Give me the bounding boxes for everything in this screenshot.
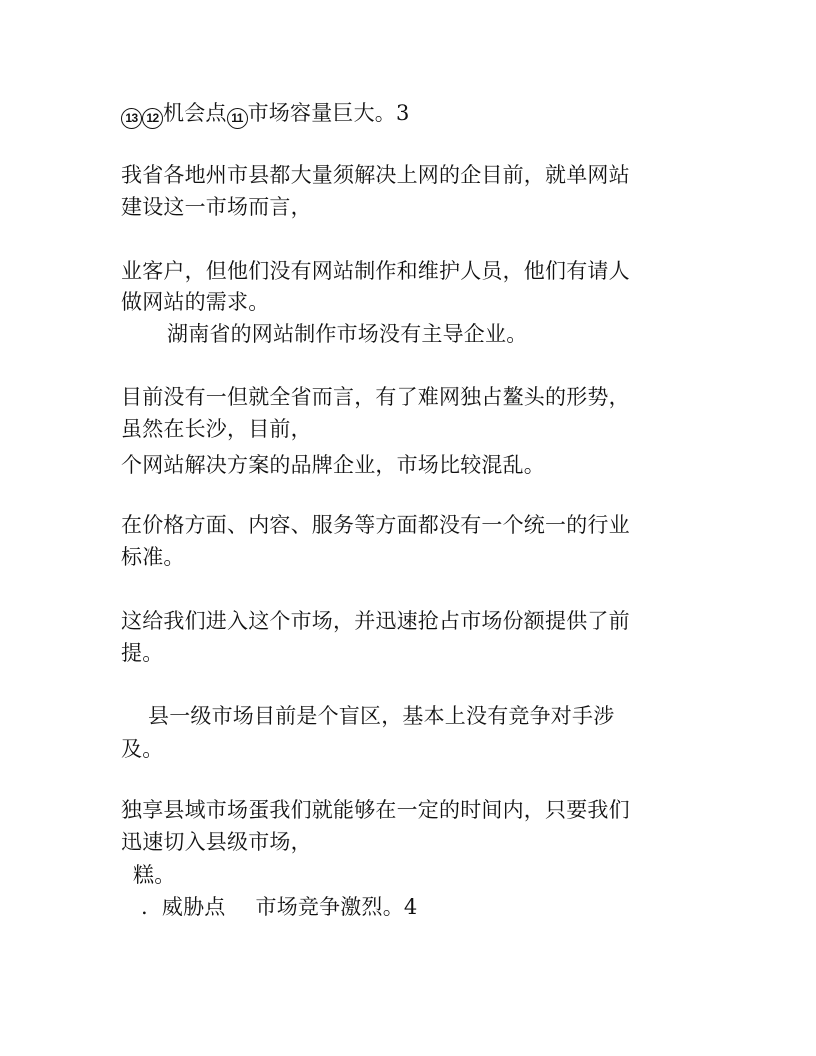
paragraph-line: 目前没有一但就全省而言，有了难网独占鳌头的形势， bbox=[121, 385, 630, 409]
paragraph-line: 县一级市场目前是个盲区，基本上没有竞争对手涉 bbox=[148, 704, 615, 728]
circled-number-11: 11 bbox=[227, 108, 248, 129]
paragraph-line: 在价格方面、内容、服务等方面都没有一个统一的行业 bbox=[121, 513, 630, 537]
paragraph-line: 个网站解决方案的品牌企业，市场比较混乱。 bbox=[121, 453, 545, 477]
paragraph-line: 建设这一市场而言， bbox=[121, 195, 312, 219]
paragraph-line: 糕。 bbox=[133, 863, 176, 887]
threat-bullet: . bbox=[141, 895, 148, 919]
threat-text: 市场竞争激烈。4 bbox=[255, 895, 418, 919]
opportunity-text: 市场容量巨大。3 bbox=[247, 101, 410, 125]
opportunity-heading bbox=[121, 99, 711, 129]
paragraph-line: 虽然在长沙，目前， bbox=[121, 417, 312, 441]
paragraph-line: 标准。 bbox=[121, 545, 185, 569]
paragraph-line: 业客户，但他们没有网站制作和维护人员，他们有请人 bbox=[121, 259, 630, 283]
paragraph-line: 及。 bbox=[121, 737, 164, 761]
paragraph-line: 迅速切入县级市场， bbox=[121, 830, 312, 854]
circled-number-12: 12 bbox=[142, 108, 163, 129]
paragraph-line: 湖南省的网站制作市场没有主导企业。 bbox=[167, 322, 528, 346]
paragraph-line: 提。 bbox=[121, 641, 164, 665]
paragraph-line: 做网站的需求。 bbox=[121, 290, 270, 314]
paragraph-line: 我省各地州市县都大量须解决上网的企目前，就单网站 bbox=[121, 163, 630, 187]
threat-heading bbox=[141, 893, 731, 921]
paragraph-line: 独享县域市场蛋我们就能够在一定的时间内，只要我们 bbox=[121, 798, 630, 822]
opportunity-label: 机会点 bbox=[163, 101, 227, 125]
circled-number-13: 13 bbox=[121, 108, 142, 129]
threat-label: 威胁点 bbox=[161, 895, 226, 919]
paragraph-line: 这给我们进入这个市场，并迅速抢占市场份额提供了前 bbox=[121, 609, 630, 633]
